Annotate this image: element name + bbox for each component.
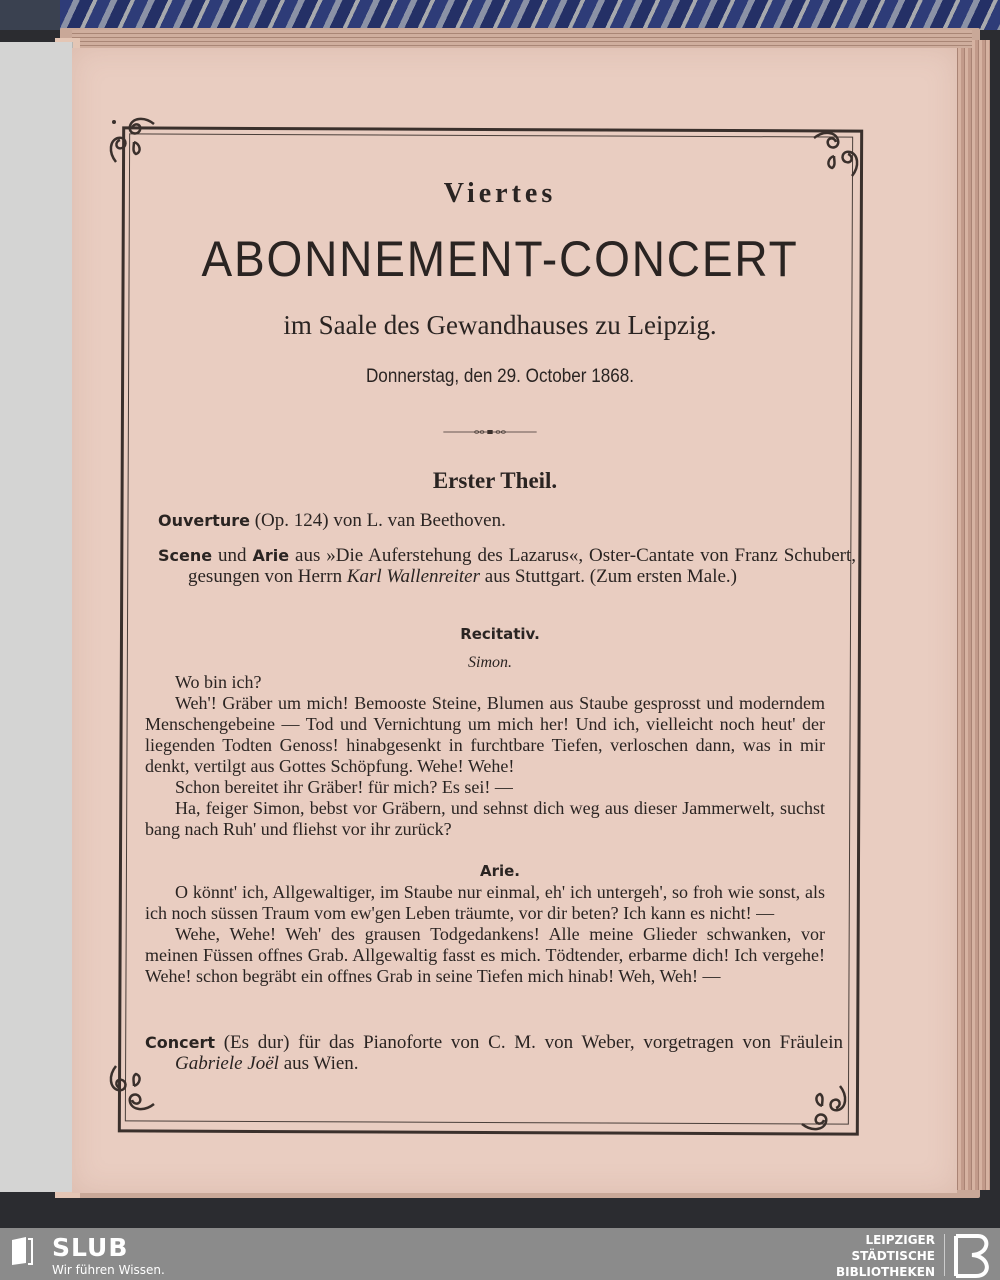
corner-ornament-bottom-right-icon bbox=[796, 1080, 852, 1136]
page-title: ABONNEMENT-CONCERT bbox=[201, 231, 799, 287]
arie-line: O könnt' ich, Allgewaltiger, im Staube nur einmal, eh' ich untergeh', so froh wie sonst, als ich noch süssen Traum vom ew'gen Leben träumte, vor dir beten? Ich kann es nicht! — bbox=[145, 882, 825, 923]
program-keyword: Concert bbox=[145, 1033, 215, 1052]
recitativ-text bbox=[145, 672, 825, 840]
program-connector: und bbox=[212, 545, 253, 566]
program-item-scene-arie bbox=[158, 545, 856, 587]
program-keyword: Scene bbox=[158, 546, 213, 565]
arie-line: Wehe, Wehe! Weh' des grausen Todgedankens! Alle meine Glieder schwanken, vor meinen Füssen offnes Grab. Allgewaltig fasst es mich. Tödtender, erbarme dich! Ich vergehe! Wehe! schon begräbt ein offnes Grab in seine Tiefen mich hinab! Weh, Weh! — bbox=[145, 924, 825, 986]
divider-ornament-icon bbox=[420, 430, 560, 434]
venue-subtitle: im Saale des Gewandhauses zu Leipzig. bbox=[283, 310, 717, 340]
page-edges-top bbox=[72, 30, 972, 48]
facing-page bbox=[0, 42, 73, 1192]
lsb-logo-text bbox=[836, 1232, 935, 1280]
corner-ornament-top-right-icon bbox=[808, 126, 864, 182]
program-item-ouverture bbox=[158, 510, 838, 531]
performer-name: Gabriele Joël bbox=[175, 1053, 279, 1074]
recitativ-line: Schon bereitet ihr Gräber! für mich? Es sei! — bbox=[175, 777, 513, 797]
arie-text bbox=[145, 882, 825, 987]
part-heading: Erster Theil. bbox=[432, 468, 558, 493]
footer-banner bbox=[0, 1228, 1000, 1280]
section-label-recitativ: Recitativ. bbox=[460, 625, 540, 643]
program-text: (Es dur) für das Pianoforte von C. M. von Weber, vorgetragen von Fräulein bbox=[215, 1032, 843, 1053]
slub-book-icon bbox=[10, 1236, 34, 1266]
slub-logo-text: SLUB bbox=[52, 1233, 129, 1262]
program-text: aus Wien. bbox=[278, 1053, 359, 1074]
program-keyword-2: Arie bbox=[252, 546, 290, 565]
marbled-cover bbox=[60, 0, 1000, 30]
section-label-arie: Arie. bbox=[479, 862, 521, 880]
lsb-b-logo-icon bbox=[952, 1234, 992, 1278]
program-text: (Op. 124) von L. van Beethoven. bbox=[249, 510, 506, 531]
logo-separator bbox=[944, 1234, 945, 1276]
recitativ-line: Weh'! Gräber um mich! Bemooste Steine, Blumen aus Staube gesprosst und moderndem Menschengebeine — Tod und Vernichtung um mich her! Und ich, vielleicht noch heut' der liegenden Todten Genoss! hinabgesenkt in furchtbare Tiefen, verloschen dann, was in mir denkt, vertilgt aus Gottes Schöpfung. Wehe! Wehe! bbox=[145, 693, 825, 776]
lsb-line: LEIPZIGER bbox=[865, 1233, 935, 1247]
speaker-name: Simon. bbox=[468, 654, 512, 671]
program-text: aus Stuttgart. (Zum ersten Male.) bbox=[480, 566, 737, 587]
program-text: aus »Die Auferstehung des Lazarus«, Oster-Cantate von Franz Schubert, gesungen von Herrn bbox=[188, 545, 857, 587]
program-item-concert bbox=[145, 1032, 843, 1074]
program-keyword: Ouverture bbox=[158, 511, 250, 530]
performer-name: Karl Wallenreiter bbox=[346, 566, 481, 587]
slub-tagline: Wir führen Wissen. bbox=[52, 1263, 165, 1277]
lsb-line: BIBLIOTHEKEN bbox=[835, 1265, 935, 1279]
lsb-line: STÄDTISCHE bbox=[851, 1249, 935, 1263]
heading-ordinal: Viertes bbox=[443, 178, 557, 209]
concert-date: Donnerstag, den 29. October 1868. bbox=[365, 366, 635, 387]
corner-ornament-top-left-icon bbox=[104, 112, 160, 168]
recitativ-line: Wo bin ich? bbox=[175, 672, 262, 692]
recitativ-line: Ha, feiger Simon, bebst vor Gräbern, und sehnst dich weg aus dieser Jammerwelt, suchst bang nach Ruh' und fliehst vor ihr zurück? bbox=[145, 798, 825, 839]
